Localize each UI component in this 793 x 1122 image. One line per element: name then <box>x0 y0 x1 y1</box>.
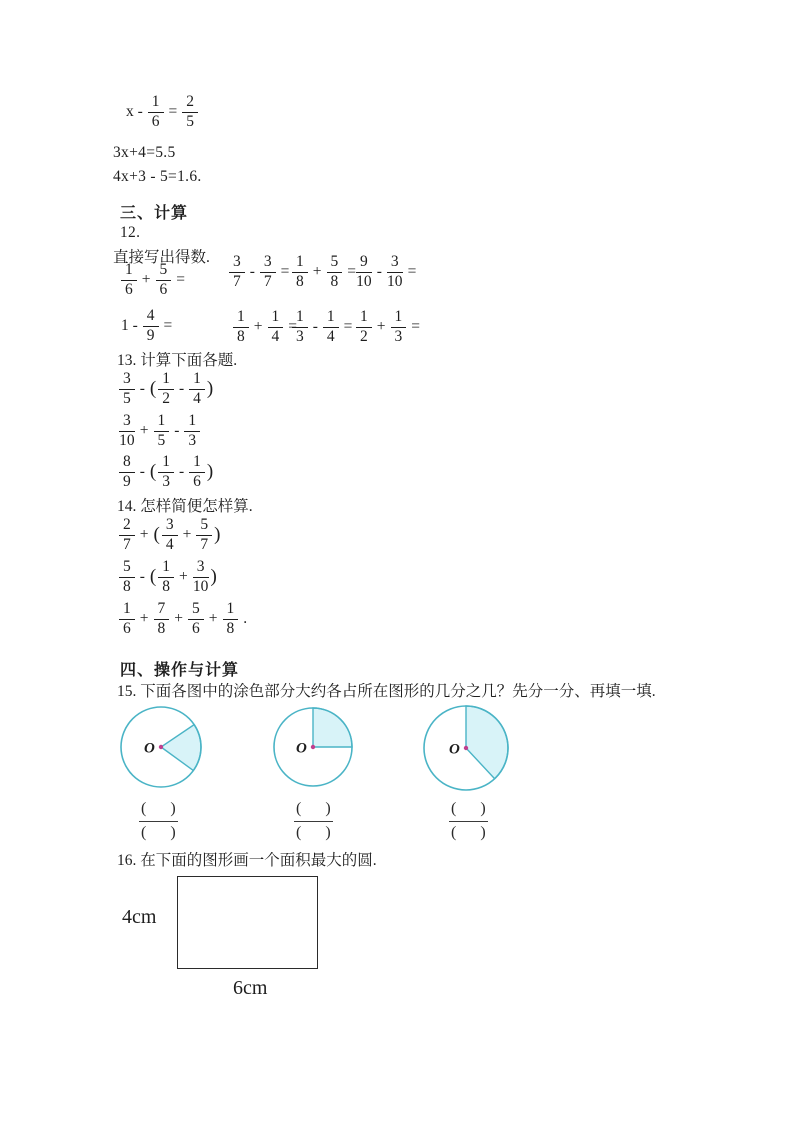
denominator: 5 <box>186 112 195 130</box>
exercise-12-8 <box>355 308 424 345</box>
math-exercise <box>118 559 218 595</box>
exercise-13-3 <box>118 453 214 490</box>
math-operator: - <box>179 463 185 481</box>
rect-height-label: 4cm <box>122 906 157 928</box>
exercise-12-5 <box>117 308 176 344</box>
math-operator: - <box>249 263 255 281</box>
question-12-prompt: 直接写出得数. <box>113 249 210 266</box>
fraction <box>182 94 198 130</box>
denominator: 4 <box>271 327 280 345</box>
question-13-label: 13. 计算下面各题. <box>117 352 238 369</box>
denominator: 7 <box>263 272 272 290</box>
fraction <box>156 262 172 298</box>
blank-numerator[interactable]: ( ) <box>139 800 178 822</box>
numerator: 1 <box>158 454 174 473</box>
fraction <box>323 309 339 345</box>
parenthesis: ) <box>214 524 221 546</box>
denominator: 8 <box>157 619 166 637</box>
numerator: 1 <box>158 371 174 390</box>
question-12-number: 12. <box>120 224 141 241</box>
math-exercise <box>118 601 251 637</box>
fraction <box>158 454 174 490</box>
numerator: 1 <box>233 309 249 328</box>
math-operator: - <box>179 380 185 398</box>
math-exercise <box>122 94 199 130</box>
math-operator: + <box>312 263 322 281</box>
shaded-sector <box>161 725 201 771</box>
math-operator: = <box>168 103 178 121</box>
denominator: 8 <box>226 619 235 637</box>
fraction <box>391 309 407 345</box>
numerator: 7 <box>154 601 170 620</box>
answer-blank-fraction-2[interactable] <box>294 800 333 842</box>
math-exercise <box>355 309 424 345</box>
fraction <box>292 254 308 290</box>
exercise-12-7 <box>291 308 356 345</box>
fraction <box>119 413 135 449</box>
numerator: 3 <box>119 371 135 390</box>
fraction <box>148 94 164 130</box>
math-operator: = <box>411 318 420 336</box>
numerator: 1 <box>356 309 372 328</box>
denominator: 6 <box>159 280 168 298</box>
fraction <box>356 254 372 290</box>
blank-numerator[interactable]: ( ) <box>449 800 488 822</box>
fraction <box>119 601 135 637</box>
numerator: 1 <box>323 309 339 328</box>
denominator: 3 <box>394 327 403 345</box>
shaded-sector <box>466 706 508 779</box>
exercise-13-1 <box>118 370 214 407</box>
numerator: 2 <box>119 517 135 536</box>
math-operator: + <box>174 610 183 628</box>
numerator: 1 <box>189 454 205 473</box>
numerator: 5 <box>156 262 172 281</box>
numerator: 3 <box>387 254 403 273</box>
question-16-label: 16. 在下面的图形画一个面积最大的圆. <box>117 852 377 869</box>
math-exercise <box>291 254 360 290</box>
denominator: 3 <box>188 431 197 449</box>
math-exercise <box>291 309 356 345</box>
math-operator: - <box>139 568 145 586</box>
fraction <box>387 254 403 290</box>
circle-figure-1 <box>118 704 204 790</box>
fraction <box>268 309 284 345</box>
math-operator: - <box>139 463 145 481</box>
parenthesis: ) <box>206 461 214 483</box>
fraction <box>158 559 174 595</box>
parenthesis: ( <box>149 378 157 400</box>
parenthesis: ) <box>210 566 217 588</box>
center-label: O <box>449 741 460 758</box>
math-operator: = <box>407 263 417 281</box>
denominator: 8 <box>237 327 245 345</box>
denominator: 8 <box>296 272 304 290</box>
denominator: 8 <box>123 577 131 595</box>
numerator: 3 <box>193 559 209 578</box>
answer-blank-fraction-3[interactable] <box>449 800 488 842</box>
fraction <box>162 517 178 553</box>
section-3-title: 三、计算 <box>120 203 189 222</box>
numerator: 4 <box>143 308 159 327</box>
math-operator: - <box>312 318 318 336</box>
fraction <box>154 413 170 449</box>
fraction <box>121 262 137 298</box>
fraction <box>260 254 276 290</box>
math-operator: = <box>347 263 356 281</box>
numerator: 8 <box>119 454 135 473</box>
numerator: 1 <box>223 601 239 620</box>
blank-denominator[interactable]: ( ) <box>451 824 486 841</box>
parenthesis: ( <box>149 461 157 483</box>
denominator: 3 <box>296 327 304 345</box>
fraction <box>184 413 200 449</box>
fraction <box>119 559 135 595</box>
denominator: 6 <box>193 472 201 490</box>
numerator: 1 <box>184 413 200 432</box>
denominator: 6 <box>123 619 131 637</box>
denominator: 7 <box>200 535 209 553</box>
numerator: 1 <box>154 413 170 432</box>
rect-width-label: 6cm <box>233 977 268 999</box>
denominator: 3 <box>162 472 170 490</box>
math-operator: x - <box>126 103 143 121</box>
fraction <box>154 601 170 637</box>
denominator: 7 <box>123 535 131 553</box>
rectangle-figure[interactable] <box>177 876 318 969</box>
numerator: 3 <box>119 413 135 432</box>
denominator: 10 <box>192 577 209 595</box>
math-exercise <box>355 254 420 290</box>
fraction <box>233 309 249 345</box>
fraction <box>143 308 159 344</box>
exercise-14-3 <box>118 600 251 637</box>
equation-1 <box>122 94 199 130</box>
center-label: O <box>296 740 307 757</box>
center-dot <box>464 746 468 750</box>
math-exercise <box>118 517 221 553</box>
equation-2: 3x+4=5.5 <box>113 144 176 161</box>
parenthesis: ) <box>206 378 214 400</box>
math-operator: + <box>139 526 149 544</box>
parenthesis: ( <box>153 524 160 546</box>
math-operator: - <box>174 422 180 440</box>
question-14-label: 14. 怎样简便怎样算. <box>117 498 253 515</box>
circle-figure-2 <box>271 705 355 789</box>
fraction <box>196 517 212 553</box>
denominator: 10 <box>356 272 372 290</box>
blank-numerator[interactable]: ( ) <box>294 800 333 822</box>
numerator: 1 <box>268 309 284 328</box>
numerator: 1 <box>158 559 174 578</box>
math-operator: = <box>176 271 185 289</box>
numerator: 5 <box>119 559 135 578</box>
denominator: 9 <box>123 472 131 490</box>
fraction <box>327 254 343 290</box>
numerator: 1 <box>292 309 308 328</box>
math-exercise <box>228 254 293 290</box>
denominator: 2 <box>162 389 170 407</box>
fraction <box>229 254 245 290</box>
math-operator: + <box>376 318 386 336</box>
math-operator: + <box>141 271 151 289</box>
fraction <box>119 517 135 553</box>
center-label: O <box>144 740 155 757</box>
numerator: 1 <box>121 262 137 281</box>
section-4-title: 四、操作与计算 <box>120 660 240 679</box>
denominator: 4 <box>326 327 335 345</box>
math-operator: + <box>253 318 263 336</box>
denominator: 8 <box>162 577 170 595</box>
math-operator: + <box>179 568 188 586</box>
numerator: 5 <box>188 601 204 620</box>
fraction <box>188 601 204 637</box>
numerator: 9 <box>356 254 372 273</box>
fraction <box>292 309 308 345</box>
numerator: 2 <box>182 94 198 113</box>
denominator: 2 <box>360 327 368 345</box>
numerator: 3 <box>162 517 178 536</box>
blank-denominator[interactable]: ( ) <box>141 824 176 841</box>
numerator: 3 <box>260 254 276 273</box>
math-operator: = <box>343 318 353 336</box>
denominator: 5 <box>123 389 131 407</box>
denominator: 10 <box>119 431 135 449</box>
math-operator: + <box>208 610 218 628</box>
exercise-12-4 <box>355 253 420 290</box>
denominator: 4 <box>193 389 201 407</box>
answer-blank-fraction-1[interactable] <box>139 800 178 842</box>
denominator: 4 <box>165 535 174 553</box>
denominator: 6 <box>192 619 200 637</box>
math-operator: = <box>280 263 290 281</box>
fraction <box>189 371 205 407</box>
numerator: 1 <box>148 94 164 113</box>
math-operator: 1 - <box>121 317 138 335</box>
fraction <box>119 454 135 490</box>
denominator: 6 <box>125 280 133 298</box>
numerator: 1 <box>292 254 308 273</box>
numerator: 1 <box>189 371 205 390</box>
math-operator: + <box>182 526 192 544</box>
exercise-14-2 <box>118 558 218 595</box>
exercise-12-3 <box>291 253 360 290</box>
fraction <box>223 601 239 637</box>
numerator: 1 <box>391 309 407 328</box>
denominator: 6 <box>151 112 160 130</box>
fraction <box>119 371 135 407</box>
exercise-12-1 <box>120 261 189 298</box>
math-operator: - <box>139 380 145 398</box>
denominator: 5 <box>157 431 166 449</box>
numerator: 5 <box>196 517 212 536</box>
math-operator: = <box>288 318 297 336</box>
math-operator: + <box>139 422 149 440</box>
numerator: 1 <box>119 601 135 620</box>
center-dot <box>311 745 315 749</box>
math-operator: . <box>243 610 248 628</box>
fraction <box>356 309 372 345</box>
denominator: 8 <box>330 272 339 290</box>
math-exercise <box>118 371 214 407</box>
center-dot <box>159 745 163 749</box>
numerator: 5 <box>327 254 343 273</box>
exercise-13-2 <box>118 412 201 449</box>
fraction <box>158 371 174 407</box>
exercise-12-2 <box>228 253 293 290</box>
math-exercise <box>120 262 189 298</box>
math-exercise <box>118 413 201 449</box>
math-operator: - <box>376 263 382 281</box>
equation-3: 4x+3 - 5=1.6. <box>113 168 202 185</box>
exercise-14-1 <box>118 516 221 553</box>
fraction <box>189 454 205 490</box>
question-15-label: 15. 下面各图中的涂色部分大约各占所在图形的几分之几？先分一分、再填一填. <box>117 683 656 700</box>
math-operator: + <box>139 610 149 628</box>
math-operator: = <box>163 317 173 335</box>
numerator: 3 <box>229 254 245 273</box>
denominator: 10 <box>387 272 403 290</box>
parenthesis: ( <box>149 566 157 588</box>
math-exercise <box>117 308 176 344</box>
blank-denominator[interactable]: ( ) <box>296 824 331 841</box>
denominator: 9 <box>146 326 155 344</box>
circle-figure-3 <box>421 703 511 793</box>
math-exercise <box>118 454 214 490</box>
fraction <box>193 559 209 595</box>
denominator: 7 <box>233 272 241 290</box>
